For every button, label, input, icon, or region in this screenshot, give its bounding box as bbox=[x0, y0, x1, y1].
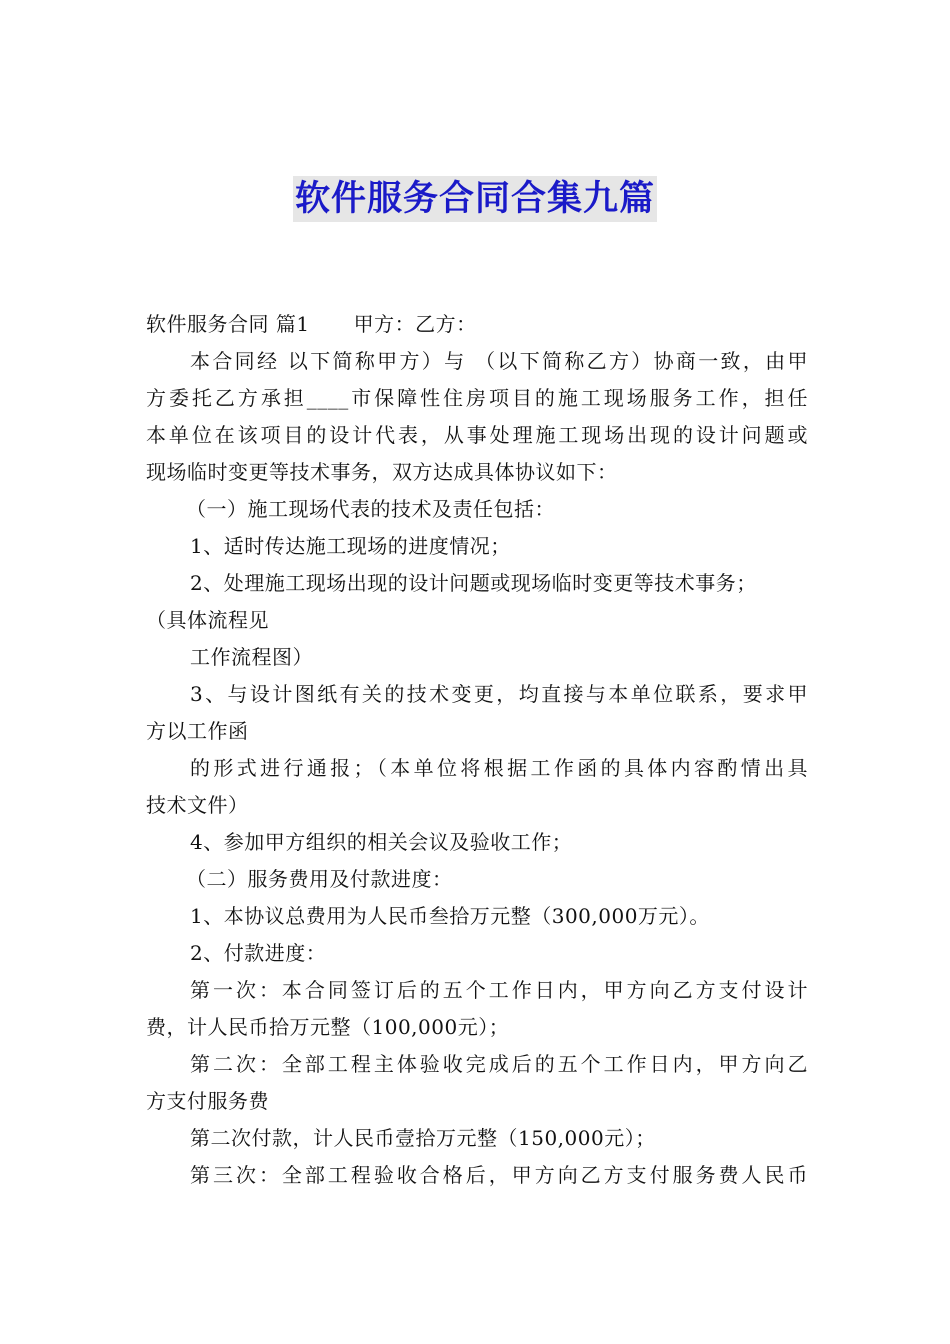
document-title: 软件服务合同合集九篇 bbox=[293, 176, 657, 222]
section-heading: 软件服务合同 篇1 bbox=[146, 312, 310, 336]
paragraph-line: 本合同经 以下简称甲方）与 （以下简称乙方）协商一致，由甲 bbox=[190, 349, 808, 373]
paragraph-line: 第一次：本合同签订后的五个工作日内，甲方向乙方支付设计 bbox=[190, 978, 808, 1002]
document-body bbox=[146, 306, 808, 1194]
paragraph-line: 第三次：全部工程验收合格后，甲方向乙方支付服务费人民币 bbox=[190, 1163, 808, 1187]
list-item: 2、付款进度： bbox=[190, 941, 327, 965]
paragraph-line: 第二次付款，计人民币壹拾万元整（150,000元）； bbox=[190, 1126, 656, 1150]
paragraph-line: 的形式进行通报；（本单位将根据工作函的具体内容酌情出具 bbox=[190, 756, 808, 780]
paragraph-line: 方支付服务费 bbox=[146, 1089, 269, 1113]
list-item: 1、适时传达施工现场的进度情况； bbox=[190, 534, 511, 558]
parties-label: 甲方：乙方： bbox=[353, 312, 477, 336]
paragraph-line: 本单位在该项目的设计代表，从事处理施工现场出现的设计问题或 bbox=[146, 423, 808, 447]
paragraph-line: 现场临时变更等技术事务，双方达成具体协议如下： bbox=[146, 460, 618, 484]
paragraph-line: 方以工作函 bbox=[146, 719, 249, 743]
list-item: 2、处理施工现场出现的设计问题或现场临时变更等技术事务； bbox=[190, 571, 757, 595]
paragraph-line: 工作流程图） bbox=[190, 645, 313, 669]
heading-line bbox=[146, 306, 808, 343]
list-item: 3、与设计图纸有关的技术变更，均直接与本单位联系，要求甲 bbox=[190, 682, 808, 706]
paragraph-line: （具体流程见 bbox=[146, 608, 269, 632]
section-subheading: （二）服务费用及付款进度： bbox=[186, 867, 453, 891]
list-item: 4、参加甲方组织的相关会议及验收工作； bbox=[190, 830, 573, 854]
paragraph-line: 第二次：全部工程主体验收完成后的五个工作日内，甲方向乙 bbox=[190, 1052, 808, 1076]
section-subheading: （一）施工现场代表的技术及责任包括： bbox=[186, 497, 555, 521]
list-item: 1、本协议总费用为人民币叁拾万元整（300,000万元）。 bbox=[190, 904, 710, 928]
paragraph-line: 方委托乙方承担____市保障性住房项目的施工现场服务工作，担任 bbox=[146, 386, 808, 410]
paragraph-line: 费，计人民币拾万元整（100,000元）； bbox=[146, 1015, 510, 1039]
paragraph-line: 技术文件） bbox=[146, 793, 249, 817]
title-container bbox=[0, 176, 950, 222]
